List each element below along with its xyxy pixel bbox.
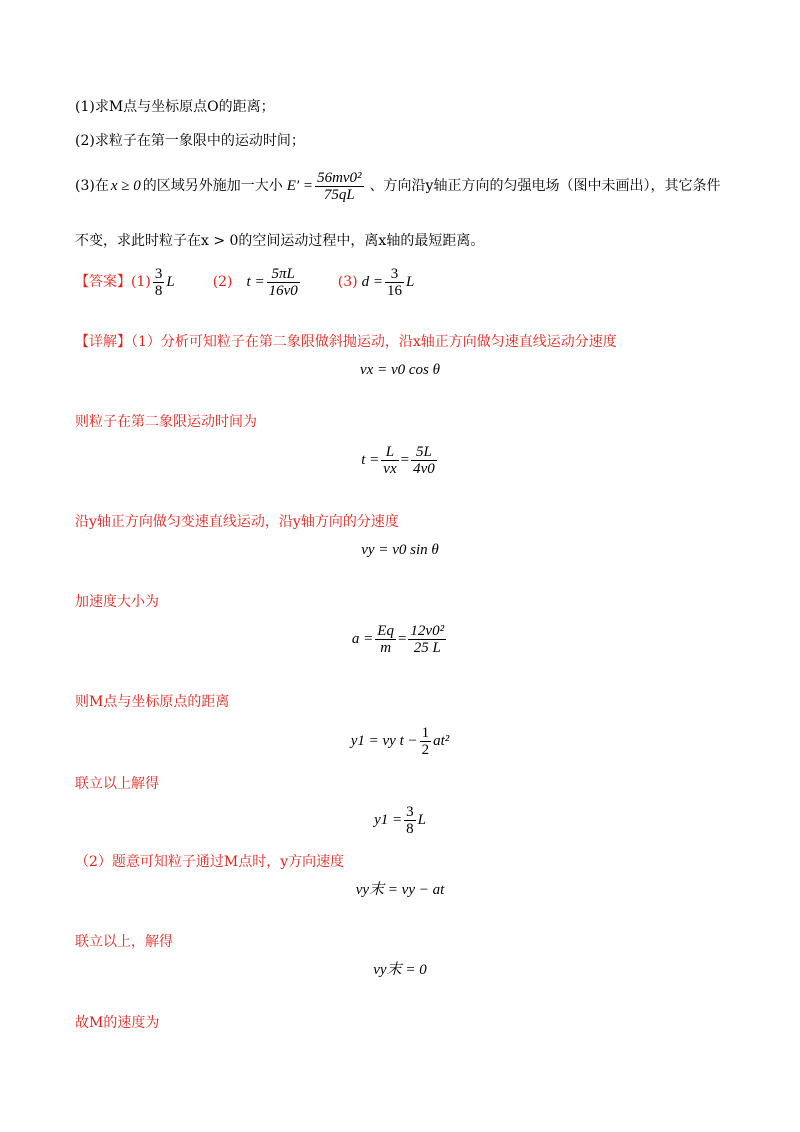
detail-solve-text: 联立以上解得 (75, 776, 159, 792)
equation-a-frac1 (375, 623, 396, 656)
detail-label: 【详解】 (75, 334, 131, 350)
question-3-prefix: (3)在 (75, 178, 109, 194)
field-E-denominator: 75qL (323, 186, 355, 203)
equation-a-den1: m (380, 639, 392, 656)
equation-t-num1: L (381, 444, 398, 461)
question-3-line-1 (75, 162, 720, 210)
equation-y1-result-lhs: y1 = (374, 812, 403, 828)
answer-3-numerator: 3 (385, 266, 404, 283)
answer-label: 【答案】 (75, 274, 131, 290)
equation-a-equals: = (397, 631, 407, 647)
detail-acceleration-text: 加速度大小为 (75, 594, 159, 610)
equation-y1-lhs: y1 = vy t − (350, 733, 418, 749)
answer-2-prefix: (2) (212, 274, 233, 290)
equation-t-num2: 5L (411, 444, 437, 461)
detail-part2-text: （2）题意可知粒子通过M点时，y方向速度 (75, 854, 345, 870)
question-3-condition: x ≥ 0 (110, 178, 141, 194)
answer-2-lhs: t = (246, 274, 265, 290)
equation-y1-frac (420, 725, 432, 758)
equation-y1-result-frac (404, 804, 416, 837)
answer-3-prefix: (3) (337, 274, 358, 290)
equation-y1-rhs: at² (433, 733, 450, 749)
detail-y-text: 沿y轴正方向做匀变速直线运动，沿y轴方向的分速度 (75, 514, 399, 530)
equation-y1-den: 2 (421, 741, 430, 758)
equation-a-den2: 25 L (413, 639, 441, 656)
answer-2-numerator: 5πL (267, 266, 300, 283)
answer-3-lhs: d = (361, 274, 383, 290)
equation-a (0, 617, 800, 661)
equation-y1-result-den: 8 (406, 820, 414, 837)
answer-line (75, 262, 414, 302)
question-3-suffix: 、方向沿y轴正方向的匀强电场（图中未画出），其它条件 (369, 178, 721, 194)
answer-1-numerator: 3 (154, 265, 163, 282)
answer-2-denominator: 16v0 (268, 282, 298, 299)
answer-3-fraction (385, 266, 404, 299)
detail-solve2-text: 联立以上，解得 (75, 934, 173, 950)
equation-a-lhs: a = (351, 631, 374, 647)
answer-1-denominator: 8 (154, 282, 163, 299)
answer-1-fraction (153, 266, 165, 299)
question-3-line-2: 不变，求此时粒子在x > 0的空间运动过程中，离x轴的最短距离。 (75, 233, 485, 249)
equation-t-den1: vx (383, 460, 397, 477)
detail-velocity-text: 故M的速度为 (75, 1015, 160, 1031)
equation-vx: vx = v0 cos θ (360, 362, 440, 378)
equation-vy: vy = v0 sin θ (361, 542, 439, 558)
question-1: (1)求M点与坐标原点O的距离； (75, 99, 275, 115)
equation-a-num2: 12v0² (410, 622, 445, 639)
equation-a-num1: Eq (377, 622, 394, 639)
equation-y1 (0, 720, 800, 762)
equation-y1-result-num: 3 (406, 803, 414, 820)
detail-distance-text: 则M点与坐标原点的距离 (75, 694, 230, 710)
answer-2-fraction (267, 266, 300, 299)
answer-1-prefix: (1) (131, 274, 151, 290)
equation-vy-M-zero: vy末 = 0 (373, 962, 427, 978)
equation-y1-result-rhs: L (417, 812, 426, 828)
equation-t-frac2 (411, 444, 437, 477)
equation-a-frac2 (408, 623, 446, 656)
answer-3-denominator: 16 (386, 282, 402, 299)
detail-intro-text: （1）分析可知粒子在第二象限做斜抛运动，沿x轴正方向做匀速直线运动分速度 (131, 334, 617, 350)
equation-vy-M: vy末 = vy − at (355, 882, 445, 898)
question-3-mid: 的区域另外施加一大小 (142, 178, 283, 194)
answer-1-suffix: L (166, 274, 175, 290)
detail-intro-line (75, 332, 617, 352)
detail-time-text: 则粒子在第二象限运动时间为 (75, 414, 257, 430)
equation-t (0, 440, 800, 480)
equation-y1-num: 1 (421, 724, 430, 741)
equation-t-den2: 4v0 (413, 460, 435, 477)
field-E-fraction (315, 170, 364, 203)
question-2: (2)求粒子在第一象限中的运动时间； (75, 133, 305, 149)
equation-t-equals: = (400, 452, 410, 468)
equation-y1-result (0, 800, 800, 840)
equation-t-lhs: t = (361, 452, 380, 468)
answer-3-suffix: L (405, 274, 415, 290)
field-E-lhs: E′ = (286, 178, 314, 194)
equation-t-frac1 (381, 444, 398, 477)
field-E-numerator: 56mv0² (317, 169, 362, 186)
